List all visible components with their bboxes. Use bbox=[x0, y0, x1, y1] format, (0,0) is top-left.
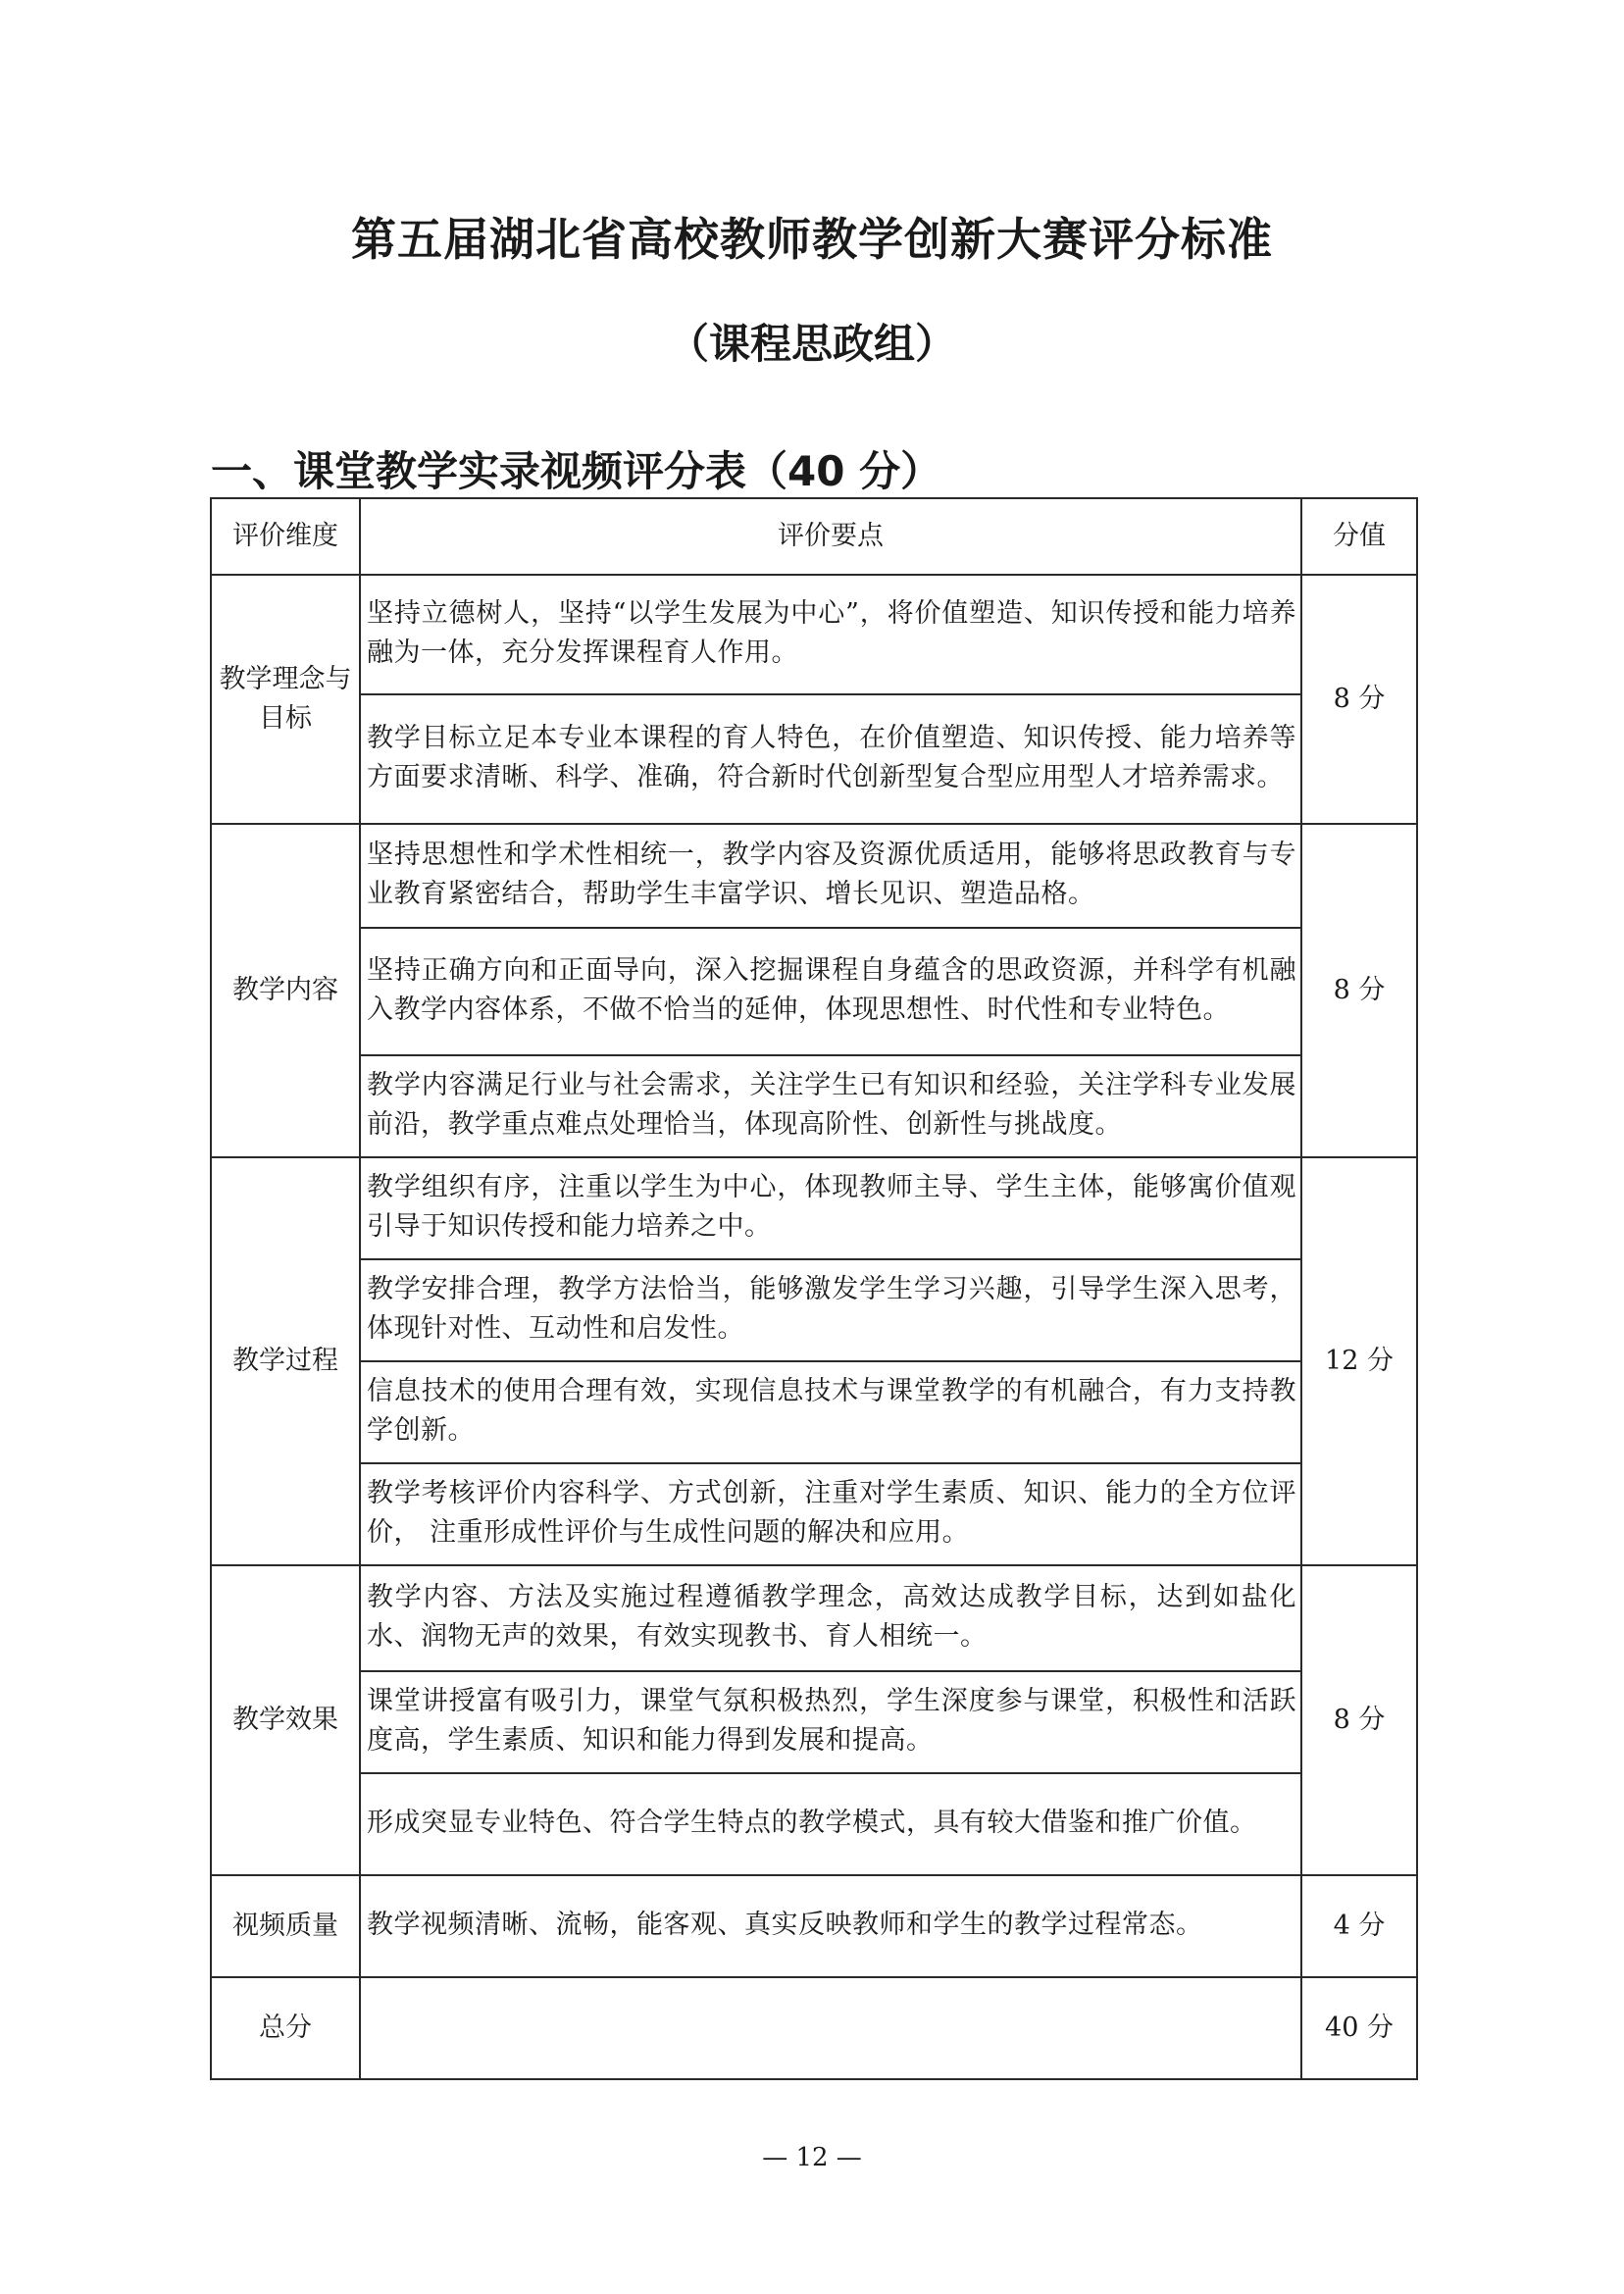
document-subtitle: （课程思政组） bbox=[667, 320, 956, 368]
point-cell: 教学内容、方法及实施过程遵循教学理念，高效达成教学目标，达到如盐化水、润物无声的效果，有效实现教书、育人相统一。 bbox=[360, 1565, 1301, 1671]
point-cell: 教学视频清晰、流畅，能客观、真实反映教师和学生的教学过程常态。 bbox=[360, 1875, 1301, 1977]
point-cell: 教学组织有序，注重以学生为中心，体现教师主导、学生主体，能够寓价值观引导于知识传授和能力培养之中。 bbox=[360, 1157, 1301, 1259]
point-cell: 教学内容满足行业与社会需求，关注学生已有知识和经验，关注学科专业发展前沿，教学重点难点处理恰当，体现高阶性、创新性与挑战度。 bbox=[360, 1055, 1301, 1157]
point-cell: 课堂讲授富有吸引力，课堂气氛积极热烈，学生深度参与课堂，积极性和活跃度高，学生素质、知识和能力得到发展和提高。 bbox=[360, 1671, 1301, 1773]
header-points: 评价要点 bbox=[360, 498, 1301, 575]
total-label: 总分 bbox=[211, 1977, 360, 2079]
point-cell: 坚持思想性和学术性相统一，教学内容及资源优质适用，能够将思政教育与专业教育紧密结合，帮助学生丰富学识、增长见识、塑造品格。 bbox=[360, 824, 1301, 928]
header-dimension: 评价维度 bbox=[211, 498, 360, 575]
table-row bbox=[211, 1157, 1417, 1259]
point-cell: 教学安排合理，教学方法恰当，能够激发学生学习兴趣，引导学生深入思考，体现针对性、互动性和启发性。 bbox=[360, 1259, 1301, 1361]
table-row bbox=[211, 1565, 1417, 1671]
table-row bbox=[211, 1055, 1417, 1157]
point-cell: 坚持立德树人，坚持“以学生发展为中心”，将价值塑造、知识传授和能力培养融为一体，充分发挥课程育人作用。 bbox=[360, 575, 1301, 694]
table-row bbox=[211, 1259, 1417, 1361]
point-cell: 信息技术的使用合理有效，实现信息技术与课堂教学的有机融合，有力支持教学创新。 bbox=[360, 1361, 1301, 1463]
dimension-cell: 教学过程 bbox=[211, 1157, 360, 1565]
table-row bbox=[211, 575, 1417, 694]
dimension-cell: 教学内容 bbox=[211, 824, 360, 1157]
point-cell: 形成突显专业特色、符合学生特点的教学模式，具有较大借鉴和推广价值。 bbox=[360, 1773, 1301, 1875]
score-cell: 8 分 bbox=[1301, 1565, 1417, 1875]
table-row bbox=[211, 1773, 1417, 1875]
total-points-cell bbox=[360, 1977, 1301, 2079]
score-cell: 4 分 bbox=[1301, 1875, 1417, 1977]
scoring-table bbox=[210, 497, 1418, 2080]
header-score: 分值 bbox=[1301, 498, 1417, 575]
point-cell: 教学目标立足本专业本课程的育人特色，在价值塑造、知识传授、能力培养等方面要求清晰、科学、准确，符合新时代创新型复合型应用型人才培养需求。 bbox=[360, 694, 1301, 824]
table-row bbox=[211, 694, 1417, 824]
score-cell: 8 分 bbox=[1301, 575, 1417, 824]
total-row bbox=[211, 1977, 1417, 2079]
dimension-cell: 视频质量 bbox=[211, 1875, 360, 1977]
point-cell: 教学考核评价内容科学、方式创新，注重对学生素质、知识、能力的全方位评价， 注重形成性评价与生成性问题的解决和应用。 bbox=[360, 1463, 1301, 1565]
score-cell: 12 分 bbox=[1301, 1157, 1417, 1565]
document-title: 第五届湖北省高校教师教学创新大赛评分标准 bbox=[351, 213, 1273, 266]
table-row bbox=[211, 1671, 1417, 1773]
table-row bbox=[211, 1463, 1417, 1565]
table-header-row bbox=[211, 498, 1417, 575]
total-score: 40 分 bbox=[1301, 1977, 1417, 2079]
table-row bbox=[211, 928, 1417, 1055]
page-number: — 12 — bbox=[762, 2143, 862, 2172]
dimension-cell: 教学理念与目标 bbox=[211, 575, 360, 824]
score-cell: 8 分 bbox=[1301, 824, 1417, 1157]
table-row bbox=[211, 1361, 1417, 1463]
dimension-cell: 教学效果 bbox=[211, 1565, 360, 1875]
table-row bbox=[211, 1875, 1417, 1977]
table-row bbox=[211, 824, 1417, 928]
section-heading: 一、课堂教学实录视频评分表（40 分） bbox=[211, 447, 942, 495]
point-cell: 坚持正确方向和正面导向，深入挖掘课程自身蕴含的思政资源，并科学有机融入教学内容体系，不做不恰当的延伸，体现思想性、时代性和专业特色。 bbox=[360, 928, 1301, 1055]
